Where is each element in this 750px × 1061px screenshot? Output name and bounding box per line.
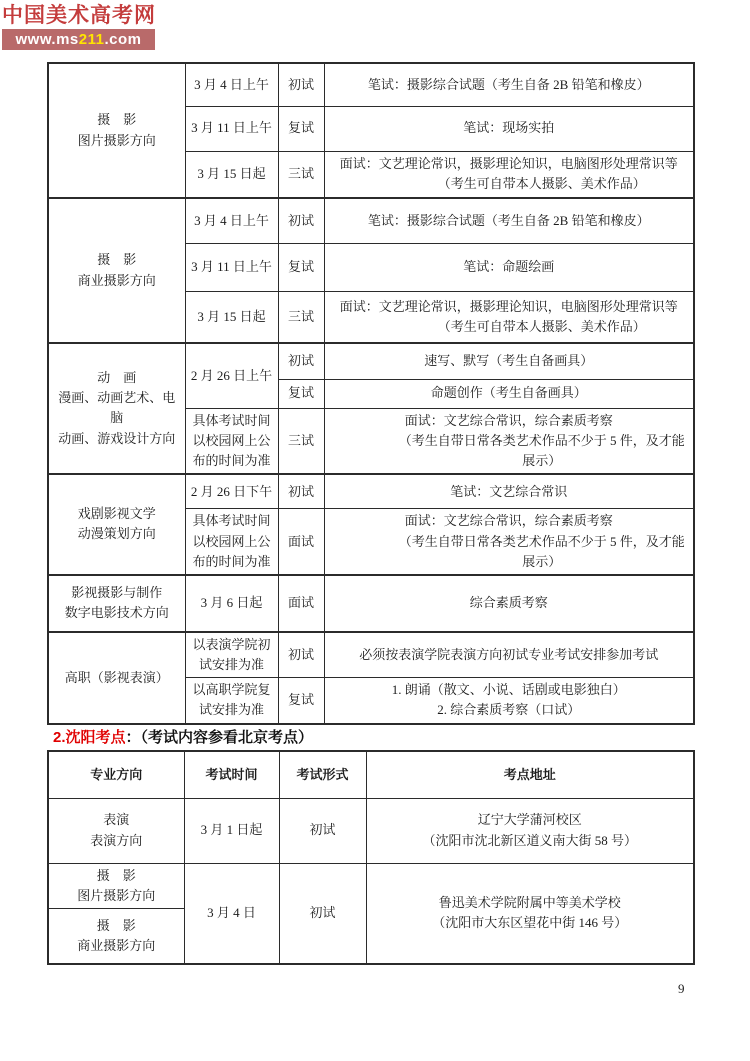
content-cell: 笔试：现场实拍 [324, 106, 694, 151]
major-line: 表演方向 [90, 832, 143, 848]
form-cell: 三试 [278, 291, 324, 343]
content-line: （考生可自带本人摄影、美术作品） [437, 176, 646, 192]
address-line: （沈阳市大东区望花中街 146 号） [432, 915, 628, 931]
content-line: （考生自带日常各类艺术作品不少于 5 件，及才能展示） [398, 432, 685, 468]
major-line: 高职（影视表演） [64, 669, 169, 685]
content-cell: 笔试：文艺综合常识 [324, 474, 694, 509]
major-cell [48, 632, 185, 724]
date-cell: 3 月 15 日起 [185, 151, 278, 198]
major-line: 摄 影 [97, 252, 137, 268]
form-cell: 初试 [279, 863, 366, 964]
major-line: 漫画、动画艺术、电脑 [58, 390, 176, 426]
major-line: 摄 影 [97, 112, 137, 128]
date-cell: 以表演学院初试安排为准 [185, 632, 278, 678]
date-cell: 3 月 4 日上午 [185, 198, 278, 243]
table-row [48, 632, 694, 678]
content-cell [324, 291, 694, 343]
date-cell: 2 月 26 日下午 [185, 474, 278, 509]
table-row [48, 798, 694, 863]
form-cell: 复试 [278, 379, 324, 408]
major-line: 表演 [103, 812, 130, 828]
url-highlight: 211 [78, 31, 105, 48]
form-cell: 初试 [278, 343, 324, 379]
major-line: 图片摄影方向 [77, 132, 156, 148]
address-line: （沈阳市沈北新区道义南大街 58 号） [422, 832, 637, 848]
shenyang-exam-table [47, 750, 695, 965]
form-cell: 初试 [279, 798, 366, 863]
content-line: （考生可自带本人摄影、美术作品） [437, 318, 646, 334]
table-row [48, 198, 694, 243]
address-cell [366, 798, 694, 863]
content-cell: 必须按表演学院表演方向初试专业考试安排参加考试 [324, 632, 694, 678]
content-line: 面试：文艺综合常识，综合素质考察 [404, 513, 613, 529]
content-cell: 笔试：摄影综合试题（考生自备 2B 铅笔和橡皮） [324, 63, 694, 106]
site-logo-title: 中国美术高考网 [2, 4, 156, 27]
content-cell: 命题创作（考生自备画具） [324, 379, 694, 408]
form-cell: 复试 [278, 243, 324, 291]
table-header-row [48, 751, 694, 798]
major-line: 动画、游戏设计方向 [58, 430, 176, 446]
address-line: 辽宁大学蒲河校区 [477, 812, 582, 828]
date-cell: 3 月 4 日 [184, 863, 279, 964]
table-row [48, 343, 694, 379]
major-line: 商业摄影方向 [77, 272, 156, 288]
major-line: 动漫策划方向 [77, 526, 156, 542]
form-cell: 初试 [278, 474, 324, 509]
date-cell: 3 月 6 日起 [185, 575, 278, 632]
major-line: 摄 影 [96, 867, 136, 883]
date-cell: 3 月 15 日起 [185, 291, 278, 343]
date-cell: 具体考试时间以校园网上公布的时间为准 [185, 408, 278, 474]
site-logo [2, 4, 156, 50]
content-line: 2. 综合素质考察（口试） [437, 702, 581, 718]
date-cell: 3 月 11 日上午 [185, 106, 278, 151]
table-row [48, 575, 694, 632]
beijing-exam-table [47, 62, 695, 725]
major-line: 数字电影技术方向 [64, 605, 169, 621]
table-row [48, 63, 694, 106]
form-cell: 复试 [278, 106, 324, 151]
header-form: 考试形式 [279, 751, 366, 798]
page-number: 9 [678, 981, 685, 996]
form-cell: 面试 [278, 575, 324, 632]
header-major: 专业方向 [48, 751, 184, 798]
content-cell [324, 678, 694, 724]
content-cell: 综合素质考察 [324, 575, 694, 632]
site-logo-url [2, 29, 155, 50]
table-row [48, 863, 694, 908]
major-cell [48, 474, 185, 575]
url-suffix: .com [104, 31, 142, 48]
major-cell [48, 798, 184, 863]
date-cell: 3 月 11 日上午 [185, 243, 278, 291]
form-cell: 初试 [278, 198, 324, 243]
major-line: 商业摄影方向 [77, 938, 156, 954]
content-cell [324, 408, 694, 474]
url-prefix: www.ms [15, 31, 79, 48]
header-address: 考点地址 [366, 751, 694, 798]
content-cell: 笔试：命题绘画 [324, 243, 694, 291]
major-line: 戏剧影视文学 [77, 506, 156, 522]
content-line: 1. 朗诵（散文、小说、话剧或电影独白） [391, 682, 626, 698]
section-number-title: 2.沈阳考点 [53, 729, 126, 746]
date-cell: 3 月 1 日起 [184, 798, 279, 863]
address-cell [366, 863, 694, 964]
content-line: 面试：文艺理论常识，摄影理论知识，电脑图形处理常识等 [339, 156, 678, 172]
major-cell [48, 198, 185, 343]
date-cell: 3 月 4 日上午 [185, 63, 278, 106]
major-cell [48, 343, 185, 474]
major-line: 摄 影 [96, 917, 136, 933]
content-cell [324, 151, 694, 198]
major-line: 动 画 [97, 370, 137, 386]
content-line: 面试：文艺综合常识，综合素质考察 [404, 412, 613, 428]
content-line: 面试：文艺理论常识，摄影理论知识，电脑图形处理常识等 [339, 298, 678, 314]
table-row [48, 474, 694, 509]
content-line: （考生自带日常各类艺术作品不少于 5 件，及才能展示） [398, 533, 685, 569]
major-cell [48, 575, 185, 632]
major-cell [48, 63, 185, 198]
major-cell [48, 863, 184, 908]
date-cell: 具体考试时间以校园网上公布的时间为准 [185, 509, 278, 575]
major-line: 图片摄影方向 [77, 887, 156, 903]
major-cell [48, 908, 184, 964]
header-date: 考试时间 [184, 751, 279, 798]
content-cell: 笔试：摄影综合试题（考生自备 2B 铅笔和橡皮） [324, 198, 694, 243]
date-cell: 以高职学院复试安排为准 [185, 678, 278, 724]
form-cell: 复试 [278, 678, 324, 724]
section-subtitle: ：（考试内容参看北京考点） [125, 729, 314, 746]
address-line: 鲁迅美术学院附属中等美术学校 [438, 895, 621, 911]
date-cell: 2 月 26 日上午 [185, 343, 278, 408]
major-line: 影视摄影与制作 [71, 585, 163, 601]
shenyang-section-heading [53, 726, 313, 747]
form-cell: 面试 [278, 509, 324, 575]
form-cell: 初试 [278, 632, 324, 678]
form-cell: 三试 [278, 151, 324, 198]
form-cell: 三试 [278, 408, 324, 474]
form-cell: 初试 [278, 63, 324, 106]
content-cell [324, 509, 694, 575]
content-cell: 速写、默写（考生自备画具） [324, 343, 694, 379]
